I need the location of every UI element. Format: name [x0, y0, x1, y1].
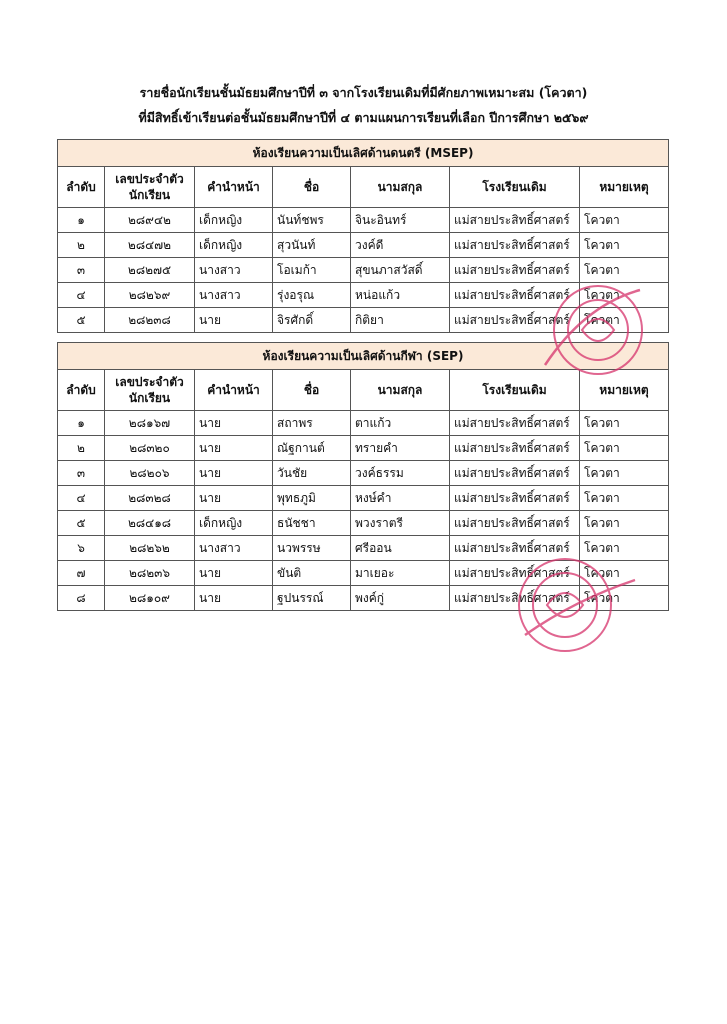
header-last-name: นามสกุล	[351, 370, 450, 411]
last-name-cell: มาเยอะ	[351, 561, 450, 586]
last-name-cell: สุขนภาสวัสดิ์	[351, 258, 450, 283]
school-cell: แม่สายประสิทธิ์ศาสตร์	[450, 561, 580, 586]
header-no: ลำดับ	[58, 167, 105, 208]
school-cell: แม่สายประสิทธิ์ศาสตร์	[450, 461, 580, 486]
first-name-cell: สถาพร	[273, 411, 351, 436]
row-no: ๕	[58, 308, 105, 333]
section-title-msep: ห้องเรียนความเป็นเลิศด้านดนตรี (MSEP)	[58, 140, 669, 167]
last-name-cell: วงค์ดี	[351, 233, 450, 258]
row-no: ๔	[58, 486, 105, 511]
school-cell: แม่สายประสิทธิ์ศาสตร์	[450, 308, 580, 333]
prefix-cell: นางสาว	[195, 536, 273, 561]
school-cell: แม่สายประสิทธิ์ศาสตร์	[450, 586, 580, 611]
school-cell: แม่สายประสิทธิ์ศาสตร์	[450, 411, 580, 436]
school-cell: แม่สายประสิทธิ์ศาสตร์	[450, 511, 580, 536]
student-id-cell: ๒๘๒๐๖	[105, 461, 195, 486]
row-no: ๔	[58, 283, 105, 308]
header-remark: หมายเหตุ	[580, 370, 669, 411]
remark-cell: โควตา	[580, 436, 669, 461]
header-student-id: เลขประจำตัว นักเรียน	[105, 370, 195, 411]
table-row	[58, 436, 669, 461]
row-no: ๖	[58, 536, 105, 561]
last-name-cell: วงค์ธรรม	[351, 461, 450, 486]
remark-cell: โควตา	[580, 208, 669, 233]
first-name-cell: สุวนันท์	[273, 233, 351, 258]
prefix-cell: นางสาว	[195, 258, 273, 283]
last-name-cell: จินะอินทร์	[351, 208, 450, 233]
school-cell: แม่สายประสิทธิ์ศาสตร์	[450, 436, 580, 461]
row-no: ๓	[58, 258, 105, 283]
first-name-cell: ฐปนรรณ์	[273, 586, 351, 611]
prefix-cell: นาย	[195, 486, 273, 511]
prefix-cell: นาย	[195, 308, 273, 333]
section-title-sep: ห้องเรียนความเป็นเลิศด้านกีฬา (SEP)	[58, 343, 669, 370]
school-cell: แม่สายประสิทธิ์ศาสตร์	[450, 486, 580, 511]
student-id-cell: ๒๘๓๒๐	[105, 436, 195, 461]
prefix-cell: เด็กหญิง	[195, 511, 273, 536]
header-remark: หมายเหตุ	[580, 167, 669, 208]
prefix-cell: นาย	[195, 461, 273, 486]
student-id-cell: ๒๘๙๔๒	[105, 208, 195, 233]
first-name-cell: นวพรรษ	[273, 536, 351, 561]
last-name-cell: หงษ์คำ	[351, 486, 450, 511]
last-name-cell: กิติยา	[351, 308, 450, 333]
first-name-cell: รุ่งอรุณ	[273, 283, 351, 308]
student-id-cell: ๒๘๒๓๘	[105, 308, 195, 333]
student-id-cell: ๒๘๑๖๗	[105, 411, 195, 436]
student-id-cell: ๒๘๒๖๙	[105, 283, 195, 308]
prefix-cell: เด็กหญิง	[195, 233, 273, 258]
first-name-cell: จิรศักดิ์	[273, 308, 351, 333]
last-name-cell: หน่อแก้ว	[351, 283, 450, 308]
header-prefix: คำนำหน้า	[195, 167, 273, 208]
student-id-cell: ๒๘๒๓๖	[105, 561, 195, 586]
school-cell: แม่สายประสิทธิ์ศาสตร์	[450, 283, 580, 308]
student-id-cell: ๒๘๑๐๙	[105, 586, 195, 611]
document-title-line-1: รายชื่อนักเรียนชั้นมัธยมศึกษาปีที่ ๓ จากโรงเรียนเดิมที่มีศักยภาพเหมาะสม (โควตา)	[139, 85, 588, 100]
last-name-cell: พงค์กู่	[351, 586, 450, 611]
remark-cell: โควตา	[580, 461, 669, 486]
remark-cell: โควตา	[580, 283, 669, 308]
table-row	[58, 411, 669, 436]
remark-cell: โควตา	[580, 308, 669, 333]
row-no: ๗	[58, 561, 105, 586]
table-row	[58, 511, 669, 536]
first-name-cell: ณัฐกานต์	[273, 436, 351, 461]
last-name-cell: ทรายคำ	[351, 436, 450, 461]
last-name-cell: ตาแก้ว	[351, 411, 450, 436]
student-id-cell: ๒๘๔๑๘	[105, 511, 195, 536]
school-cell: แม่สายประสิทธิ์ศาสตร์	[450, 208, 580, 233]
student-id-cell: ๒๘๒๗๕	[105, 258, 195, 283]
remark-cell: โควตา	[580, 233, 669, 258]
header-no: ลำดับ	[58, 370, 105, 411]
table-row	[58, 208, 669, 233]
student-id-cell: ๒๘๓๒๘	[105, 486, 195, 511]
remark-cell: โควตา	[580, 486, 669, 511]
prefix-cell: เด็กหญิง	[195, 208, 273, 233]
remark-cell: โควตา	[580, 258, 669, 283]
remark-cell: โควตา	[580, 586, 669, 611]
prefix-cell: นาย	[195, 411, 273, 436]
row-no: ๓	[58, 461, 105, 486]
document-title-line-2: ที่มีสิทธิ์เข้าเรียนต่อชั้นมัธยมศึกษาปีที่ ๔ ตามแผนการเรียนที่เลือก ปีการศึกษา ๒๕๖๙	[138, 110, 589, 125]
row-no: ๑	[58, 411, 105, 436]
header-prefix: คำนำหน้า	[195, 370, 273, 411]
table-header-row	[58, 167, 669, 208]
header-first-name: ชื่อ	[273, 370, 351, 411]
remark-cell: โควตา	[580, 411, 669, 436]
school-seal-stamp	[505, 540, 650, 680]
remark-cell: โควตา	[580, 561, 669, 586]
header-school: โรงเรียนเดิม	[450, 370, 580, 411]
student-id-cell: ๒๘๒๖๒	[105, 536, 195, 561]
school-cell: แม่สายประสิทธิ์ศาสตร์	[450, 536, 580, 561]
remark-cell: โควตา	[580, 511, 669, 536]
table-row	[58, 461, 669, 486]
school-cell: แม่สายประสิทธิ์ศาสตร์	[450, 233, 580, 258]
header-student-id: เลขประจำตัว นักเรียน	[105, 167, 195, 208]
last-name-cell: ศรีออน	[351, 536, 450, 561]
school-cell: แม่สายประสิทธิ์ศาสตร์	[450, 258, 580, 283]
row-no: ๘	[58, 586, 105, 611]
header-last-name: นามสกุล	[351, 167, 450, 208]
student-id-cell: ๒๘๔๗๒	[105, 233, 195, 258]
header-school: โรงเรียนเดิม	[450, 167, 580, 208]
row-no: ๒	[58, 233, 105, 258]
prefix-cell: นางสาว	[195, 283, 273, 308]
prefix-cell: นาย	[195, 586, 273, 611]
header-first-name: ชื่อ	[273, 167, 351, 208]
row-no: ๒	[58, 436, 105, 461]
remark-cell: โควตา	[580, 536, 669, 561]
table-row	[58, 486, 669, 511]
row-no: ๑	[58, 208, 105, 233]
first-name-cell: โอเมก้า	[273, 258, 351, 283]
first-name-cell: วันชัย	[273, 461, 351, 486]
prefix-cell: นาย	[195, 561, 273, 586]
first-name-cell: ขันติ	[273, 561, 351, 586]
last-name-cell: พวงราตรี	[351, 511, 450, 536]
first-name-cell: นันท์ชพร	[273, 208, 351, 233]
row-no: ๕	[58, 511, 105, 536]
first-name-cell: ธนัชชา	[273, 511, 351, 536]
table-row	[58, 233, 669, 258]
school-seal-stamp	[520, 270, 660, 395]
prefix-cell: นาย	[195, 436, 273, 461]
first-name-cell: พุทธภูมิ	[273, 486, 351, 511]
